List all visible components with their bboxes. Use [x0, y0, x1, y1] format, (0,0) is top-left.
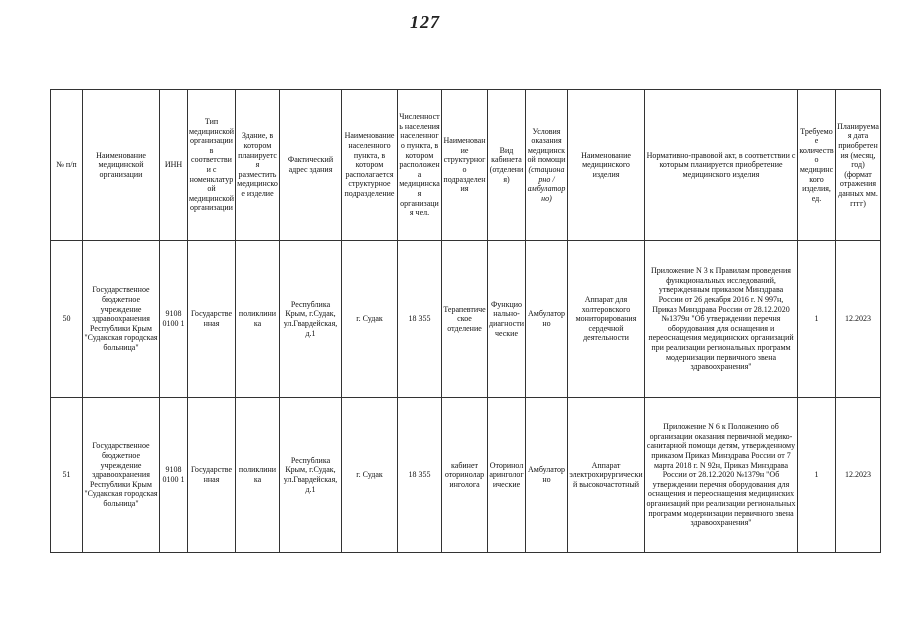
cell-num: 50	[51, 241, 83, 398]
cell-device-name: Аппарат электрохирургический высокочастотный	[568, 398, 645, 553]
header-planned-date: Планируемая дата приобретения (месяц, год) (формат отражения данных мм. гггг)	[836, 90, 881, 241]
header-population: Численность населения населенного пункта, в котором расположена медицинская организация чел.	[398, 90, 442, 241]
cell-num: 51	[51, 398, 83, 553]
cell-settlement: г. Судак	[342, 398, 398, 553]
cell-population: 18 355	[398, 398, 442, 553]
header-device-name: Наименование медицинского изделия	[568, 90, 645, 241]
cell-settlement: г. Судак	[342, 241, 398, 398]
header-inn: ИНН	[160, 90, 188, 241]
cell-org-type: Государственная	[188, 398, 236, 553]
cell-inn: 9108 0100 1	[160, 241, 188, 398]
cell-address: Республика Крым, г.Судак, ул.Гвардейская, д.1	[280, 241, 342, 398]
header-settlement: Наименование населенного пункта, в котором располагается структурное подразделение	[342, 90, 398, 241]
table-row	[51, 398, 881, 553]
cell-org-name: Государственное бюджетное учреждение здравоохранения Республики Крым "Судакская городская больница"	[83, 241, 160, 398]
equipment-table	[50, 89, 881, 553]
cell-qty: 1	[798, 398, 836, 553]
cell-care-conditions: Амбулаторно	[526, 398, 568, 553]
page-number: 127	[410, 12, 440, 32]
cell-division: кабинет оториноларинголога	[442, 398, 488, 553]
header-care-conditions-label: Условия оказания медицинской помощи	[527, 126, 566, 165]
cell-legal-act: Приложение N 6 к Положению об организации оказания первичной медико-санитарной помощи детям, утвержденному приказом Приказ Минздрава России от 7 марта 2018 г. N 92н, Приказ Минздрава России от 28.12.2020 №1379н "Об утверждении перечня оборудования для оснащения и переоснащения медицинских организаций при реализации региональных программ модернизации первичного звена здравоохранения"	[645, 398, 798, 553]
cell-org-name: Государственное бюджетное учреждение здравоохранения Республики Крым "Судакская городская больница"	[83, 398, 160, 553]
header-address: Фактический адрес здания	[280, 90, 342, 241]
header-division: Наименование структурного подразделения	[442, 90, 488, 241]
cell-population: 18 355	[398, 241, 442, 398]
cell-building: поликлиника	[236, 398, 280, 553]
cell-care-conditions: Амбулаторно	[526, 241, 568, 398]
cell-room-type: Оториноларингологические	[488, 398, 526, 553]
cell-room-type: Функционально-диагностические	[488, 241, 526, 398]
table-row	[51, 241, 881, 398]
cell-planned-date: 12.2023	[836, 241, 881, 398]
cell-legal-act: Приложение N 3 к Правилам проведения функциональных исследований, утвержденным приказом Минздрава России от 26 декабря 2016 г. N 997н, Приказ Минздрава России от 28.12.2020 №1379н "Об утверждении перечня оборудования для оснащения и переоснащения медицинских организаций при реализации региональных программ модернизации первичного звена здравоохранения"	[645, 241, 798, 398]
cell-address: Республика Крым, г.Судак, ул.Гвардейская, д.1	[280, 398, 342, 553]
cell-org-type: Государственная	[188, 241, 236, 398]
cell-device-name: Аппарат для холтеровского мониторирования сердечной деятельности	[568, 241, 645, 398]
cell-building: поликлиника	[236, 241, 280, 398]
header-legal-act: Нормативно-правовой акт, в соответствии с которым планируется приобретение медицинского изделия	[645, 90, 798, 241]
header-care-conditions-options: (стационарно / амбулаторно)	[527, 165, 566, 203]
header-room-type: Вид кабинета (отделения)	[488, 90, 526, 241]
cell-qty: 1	[798, 241, 836, 398]
cell-inn: 9108 0100 1	[160, 398, 188, 553]
cell-division: Терапевтическое отделение	[442, 241, 488, 398]
header-care-conditions	[526, 90, 568, 241]
header-org-type: Тип медицинской организации в соответствии с номенклатурой медицинской организации	[188, 90, 236, 241]
cell-planned-date: 12.2023	[836, 398, 881, 553]
table-header-row	[51, 90, 881, 241]
header-building: Здание, в котором планируется разместить медицинское изделие	[236, 90, 280, 241]
header-qty: Требуемое количество медицинского изделия, ед.	[798, 90, 836, 241]
header-num: № п/п	[51, 90, 83, 241]
header-org-name: Наименование медицинской организации	[83, 90, 160, 241]
